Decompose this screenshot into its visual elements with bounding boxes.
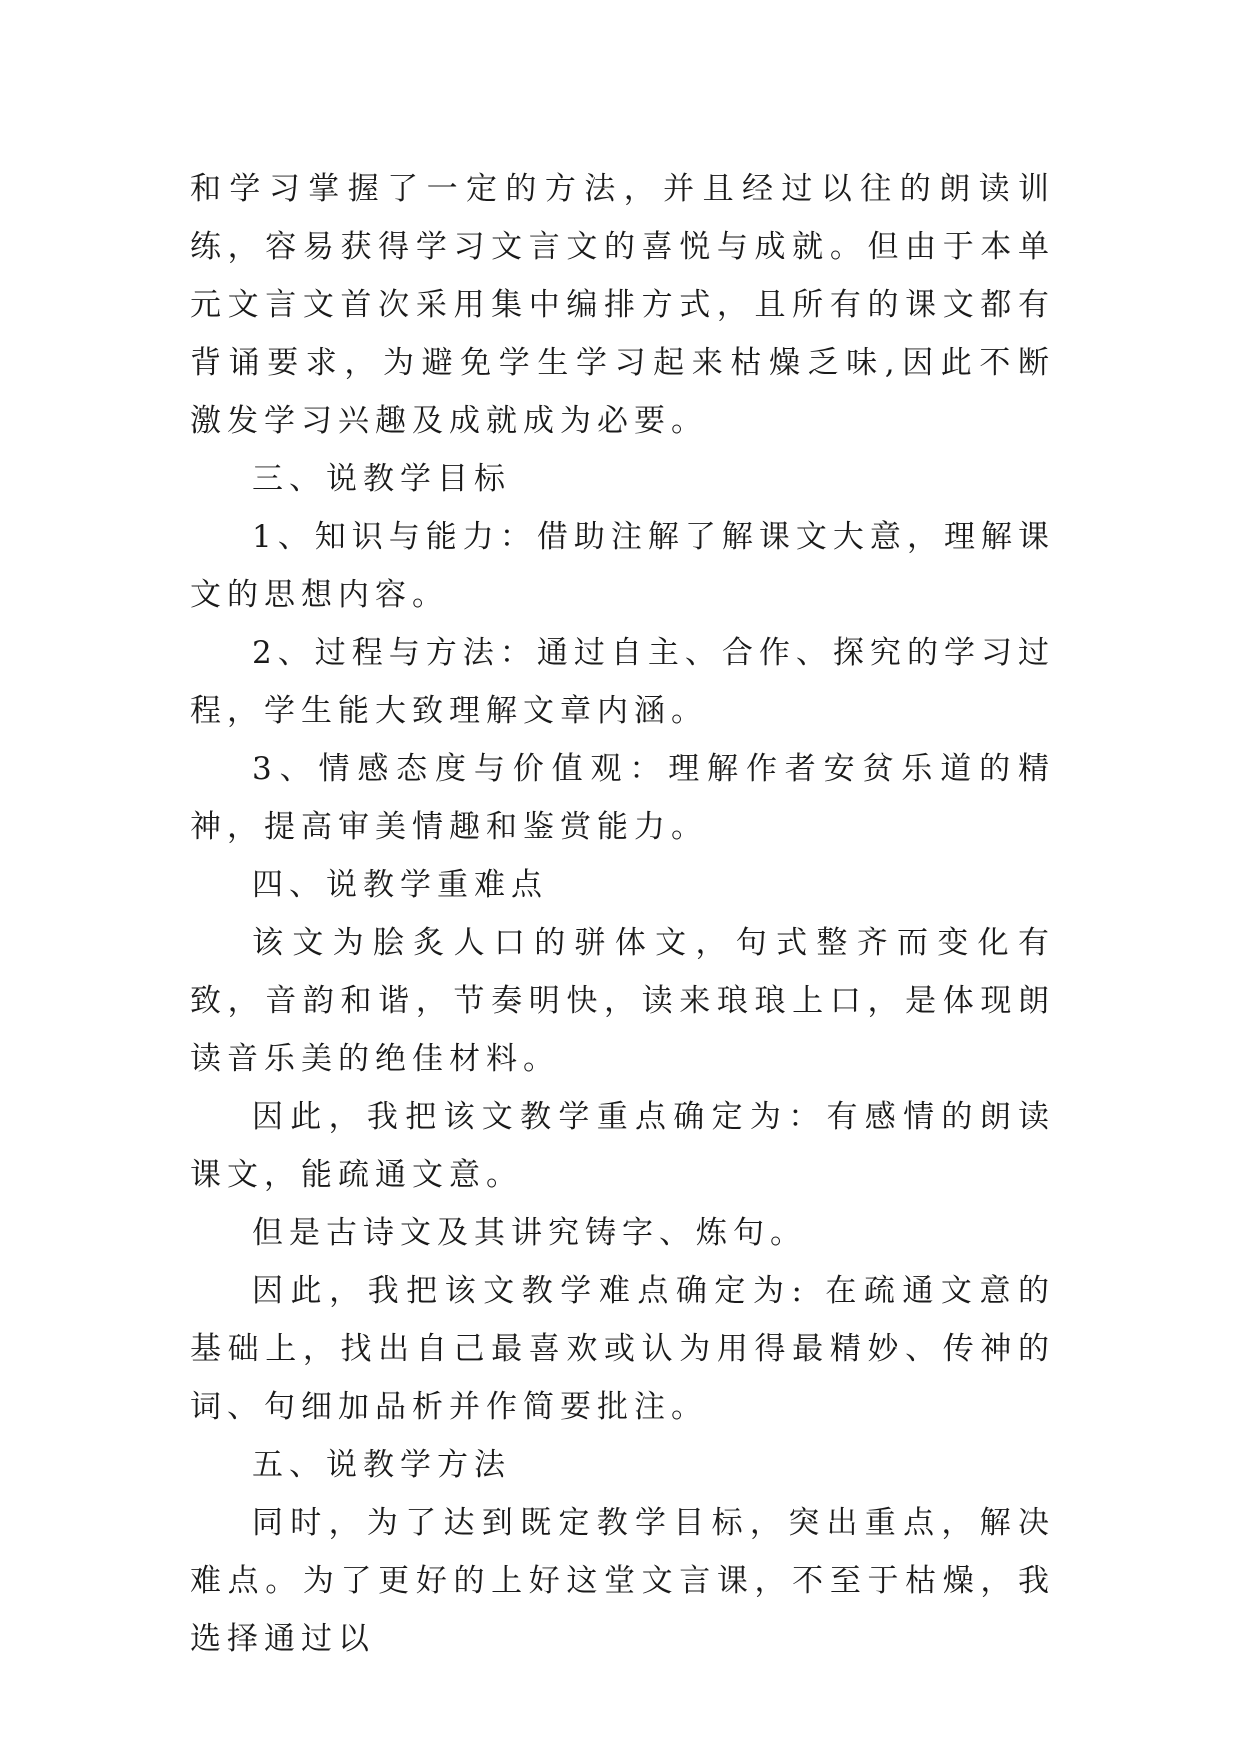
paragraph-continuation: 和学习掌握了一定的方法，并且经过以往的朗读训练，容易获得学习文言文的喜悦与成就。但由于本单元文言文首次采用集中编排方式，且所有的课文都有背诵要求，为避免学生学习起来枯燥乏味,因此不断激发学习兴趣及成就成为必要。	[190, 171, 1055, 439]
paragraph-key-point: 因此，我把该文教学重点确定为：有感情的朗读课文，能疏通文意。	[190, 1099, 1055, 1193]
paragraph-classical-note: 但是古诗文及其讲究铸字、炼句。	[252, 1215, 807, 1251]
paragraph-difficult-point: 因此，我把该文教学难点确定为: 在疏通文意的基础上，找出自己最喜欢或认为用得最精妙、传神的词、句细加品析并作简要批注。	[190, 1273, 1055, 1425]
section-heading-teaching-goals: 三、说教学目标	[252, 461, 511, 497]
section-heading-teaching-methods: 五、说教学方法	[252, 1447, 511, 1483]
document-body	[190, 160, 1055, 1668]
goal-process-method: 2、过程与方法：通过自主、合作、探究的学习过程，学生能大致理解文章内涵。	[190, 635, 1055, 729]
goal-knowledge-ability: 1、知识与能力：借助注解了解课文大意，理解课文的思想内容。	[190, 519, 1055, 613]
goal-emotion-values: 3、情感态度与价值观：理解作者安贫乐道的精神，提高审美情趣和鉴赏能力。	[190, 751, 1055, 845]
paragraph-methods: 同时，为了达到既定教学目标，突出重点，解决难点。为了更好的上好这堂文言课，不至于枯燥，我选择通过以	[190, 1505, 1055, 1657]
section-heading-key-difficult-points: 四、说教学重难点	[252, 867, 548, 903]
paragraph-text-description: 该文为脍炙人口的骈体文，句式整齐而变化有致，音韵和谐，节奏明快，读来琅琅上口，是体现朗读音乐美的绝佳材料。	[190, 925, 1055, 1077]
